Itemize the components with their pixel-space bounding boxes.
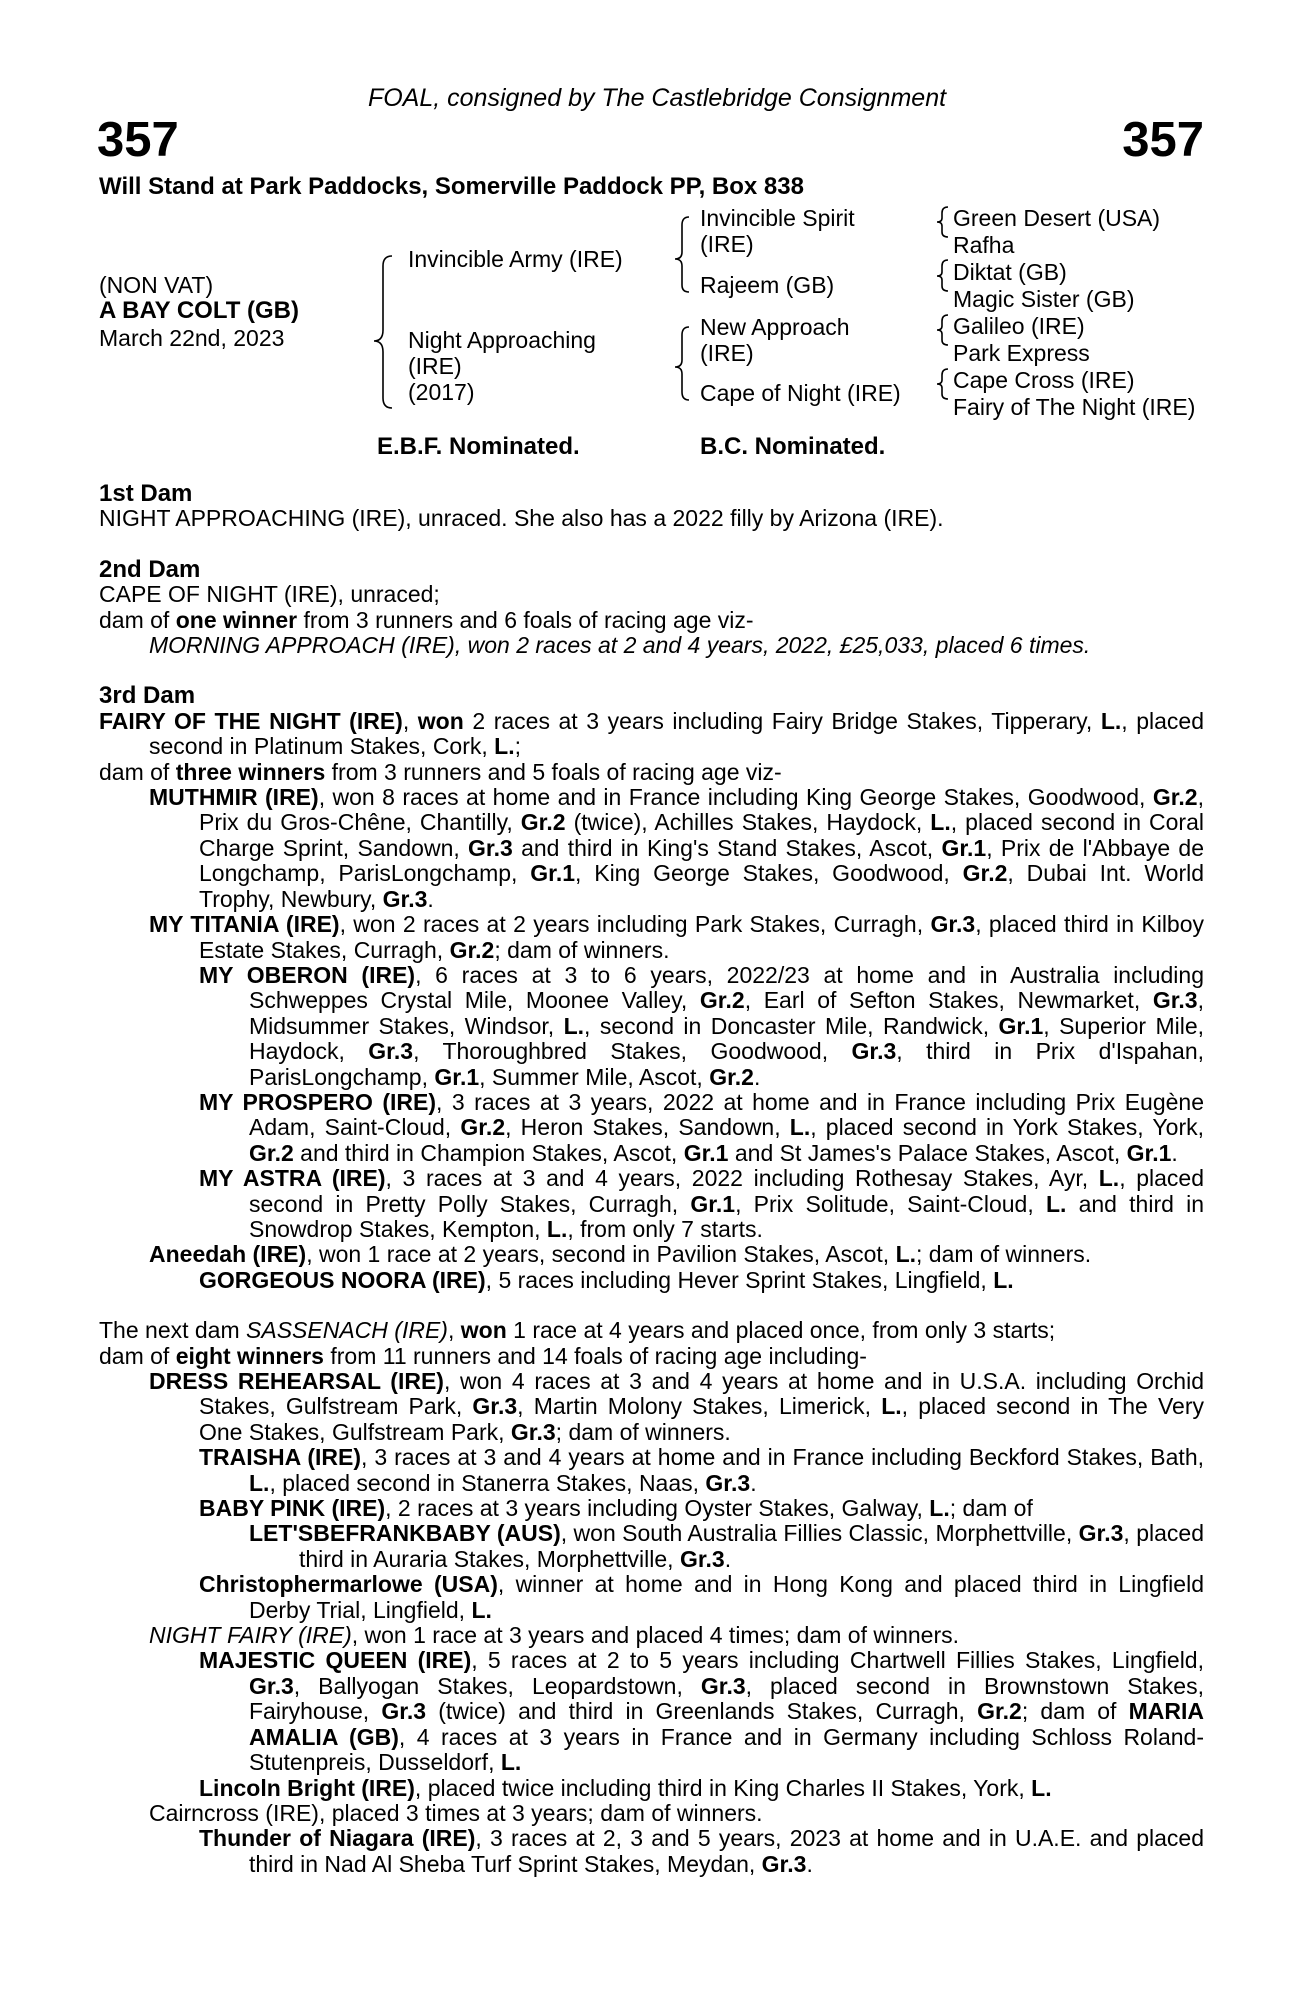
second-dam-line2: dam of one winner from 3 runners and 6 foals of racing age viz- bbox=[99, 606, 754, 633]
first-dam-text: NIGHT APPROACHING (IRE), unraced. She also has a 2022 filly by Arizona (IRE). bbox=[99, 505, 944, 532]
sss-name: Green Desert (USA) bbox=[953, 205, 1161, 231]
ddd-name: Fairy of The Night (IRE) bbox=[953, 394, 1196, 420]
produce-my-titania: MY TITANIA (IRE), won 2 races at 2 years including Park Stakes, Curragh, Gr.3, placed third in Kilboy Estate Stakes, Curragh, Gr.2; dam of winners. bbox=[149, 911, 1205, 963]
produce-aneedah: Aneedah (IRE), won 1 race at 2 years, second in Pavilion Stakes, Ascot, L.; dam of winners. bbox=[149, 1241, 1092, 1268]
next-dam-entry: The next dam SASSENACH (IRE), won 1 race at 4 years and placed once, from only 3 starts; bbox=[99, 1317, 1056, 1344]
vat-status: (NON VAT) bbox=[99, 272, 214, 298]
produce-my-oberon: MY OBERON (IRE), 6 races at 3 to 6 years, 2022/23 at home and in Australia including Schweppes Crystal Mile, Moonee Valley, Gr.2, Earl of Sefton Stakes, Newmarket, Gr.3, Midsummer Stakes, Windsor, L., second in Doncaster Mile, Randwick, Gr.1, Superior Mile, Haydock, Gr.3, Thoroughbred Stakes, Goodwood, Gr.3, third in Prix d'Ispahan, ParisLongchamp, Gr.1, Summer Mile, Ascot, Gr.2. bbox=[199, 961, 1205, 1090]
dam-foaling-year: (2017) bbox=[408, 379, 475, 405]
sds-name: Diktat (GB) bbox=[953, 259, 1067, 285]
horse-name: A BAY COLT (GB) bbox=[99, 297, 300, 324]
first-dam-heading: 1st Dam bbox=[99, 480, 193, 507]
consignment-header: FOAL, consigned by The Castlebridge Consignment bbox=[367, 84, 947, 112]
sire-name: Invincible Army (IRE) bbox=[408, 246, 623, 272]
produce-traisha: TRAISHA (IRE), 3 races at 3 and 4 years at home and in France including Beckford Stakes, Bath, L., placed second in Stanerra Stakes, Naas, Gr.3. bbox=[199, 1444, 1204, 1496]
produce-my-prospero: MY PROSPERO (IRE), 3 races at 3 years, 2022 at home and in France including Prix Eugène Adam, Saint-Cloud, Gr.2, Heron Stakes, Sandown, L., placed second in York Stakes, York, Gr.2 and third in Champion Stakes, Ascot, Gr.1 and St James's Palace Stakes, Ascot, Gr.1. bbox=[199, 1088, 1205, 1166]
dam-sire-line2: (IRE) bbox=[700, 340, 754, 366]
produce-lincoln-bright: Lincoln Bright (IRE), placed twice including third in King Charles II Stakes, York, L. bbox=[199, 1774, 1052, 1801]
second-dam-heading: 2nd Dam bbox=[99, 555, 201, 583]
produce-majestic-queen: MAJESTIC QUEEN (IRE), 5 races at 2 to 5 years including Chartwell Fillies Stakes, Lingfield, Gr.3, Ballyogan Stakes, Leopardstown, Gr.3, placed second in Brownstown Stakes, Fairyhouse, Gr.3 (twice) and third in Greenlands Stakes, Curragh, Gr.2; dam of MARIA AMALIA (GB), 4 races at 3 years in France and in Germany including Schloss Roland-Stutenpreis, Dusseldorf, L. bbox=[199, 1647, 1204, 1776]
dam-sire-line1: New Approach bbox=[700, 314, 850, 340]
third-dam-entry: FAIRY OF THE NIGHT (IRE), won 2 races at 3 years including Fairy Bridge Stakes, Tipperary, L., placed second in Platinum Stakes, Cork, L.; bbox=[99, 707, 1205, 760]
second-dam-produce: MORNING APPROACH (IRE), won 2 races at 2 and 4 years, 2022, £25,033, placed 6 times. bbox=[149, 632, 1091, 659]
dds-name: Cape Cross (IRE) bbox=[953, 367, 1135, 393]
bc-nomination: B.C. Nominated. bbox=[700, 433, 886, 460]
produce-baby-pink: BABY PINK (IRE), 2 races at 3 years including Oyster Stakes, Galway, L.; dam of bbox=[199, 1495, 1033, 1522]
lot-number-left: 357 bbox=[97, 113, 179, 167]
sdd-name: Magic Sister (GB) bbox=[953, 286, 1135, 312]
produce-gorgeous-noora: GORGEOUS NOORA (IRE), 5 races including Hever Sprint Stakes, Lingfield, L. bbox=[199, 1266, 1014, 1293]
produce-cairncross: Cairncross (IRE), placed 3 times at 3 years; dam of winners. bbox=[149, 1799, 763, 1826]
produce-muthmir: MUTHMIR (IRE), won 8 races at home and in France including King George Stakes, Goodwood, Gr.2, Prix du Gros-Chêne, Chantilly, Gr.2 (twice), Achilles Stakes, Haydock, L., placed second in Coral Charge Sprint, Sandown, Gr.3 and third in King's Stand Stakes, Ascot, Gr.1, Prix de l'Abbaye de Longchamp, ParisLongchamp, Gr.1, King George Stakes, Goodwood, Gr.2, Dubai Int. World Trophy, Newbury, Gr.3. bbox=[149, 784, 1205, 912]
sire-sire-line2: (IRE) bbox=[700, 231, 754, 257]
produce-night-fairy: NIGHT FAIRY (IRE), won 1 race at 3 years and placed 4 times; dam of winners. bbox=[149, 1622, 960, 1649]
catalogue-body bbox=[99, 481, 1204, 1877]
dam-name-line2: (IRE) bbox=[408, 353, 462, 379]
produce-dress-rehearsal: DRESS REHEARSAL (IRE), won 4 races at 3 and 4 years at home and in U.S.A. including Orchid Stakes, Gulfstream Park, Gr.3, Martin Molony Stakes, Limerick, L., placed second in The Very One Stakes, Gulfstream Park, Gr.3; dam of winners. bbox=[149, 1368, 1204, 1445]
horse-dob: March 22nd, 2023 bbox=[99, 325, 285, 351]
sire-sire-line1: Invincible Spirit bbox=[700, 205, 855, 231]
next-dam-produce-summary: dam of eight winners from 11 runners and 14 foals of racing age including- bbox=[99, 1342, 867, 1369]
ssd-name: Rafha bbox=[953, 232, 1015, 258]
dss-name: Galileo (IRE) bbox=[953, 313, 1085, 339]
lot-number-right: 357 bbox=[1122, 113, 1204, 167]
produce-letsbefrankbaby: LET'SBEFRANKBABY (AUS), won South Australia Fillies Classic, Morphettville, Gr.3, placed third in Auraria Stakes, Morphettville, Gr.3. bbox=[249, 1520, 1205, 1572]
ebf-nomination: E.B.F. Nominated. bbox=[377, 433, 580, 460]
dam-name-line1: Night Approaching bbox=[408, 327, 596, 353]
third-dam-produce-summary: dam of three winners from 3 runners and 5 foals of racing age viz- bbox=[99, 758, 782, 785]
second-dam-line1: CAPE OF NIGHT (IRE), unraced; bbox=[99, 581, 440, 608]
produce-my-astra: MY ASTRA (IRE), 3 races at 3 and 4 years, 2022 including Rothesay Stakes, Ayr, L., placed second in Pretty Polly Stakes, Curragh, Gr.1, Prix Solitude, Saint-Cloud, L. and third in Snowdrop Stakes, Kempton, L., from only 7 starts. bbox=[199, 1165, 1204, 1242]
dsd-name: Park Express bbox=[953, 340, 1090, 366]
stand-location: Will Stand at Park Paddocks, Somerville Paddock PP, Box 838 bbox=[99, 173, 804, 200]
third-dam-heading: 3rd Dam bbox=[99, 682, 196, 710]
sire-dam: Rajeem (GB) bbox=[700, 272, 835, 298]
produce-thunder-of-niagara: Thunder of Niagara (IRE), 3 races at 2, 3 and 5 years, 2023 at home and in U.A.E. and placed third in Nad Al Sheba Turf Sprint Stakes, Meydan, Gr.3. bbox=[199, 1825, 1205, 1877]
dam-dam: Cape of Night (IRE) bbox=[700, 380, 901, 406]
produce-christophermarlowe: Christophermarlowe (USA), winner at home and in Hong Kong and placed third in Lingfield Derby Trial, Lingfield, L. bbox=[199, 1571, 1204, 1623]
